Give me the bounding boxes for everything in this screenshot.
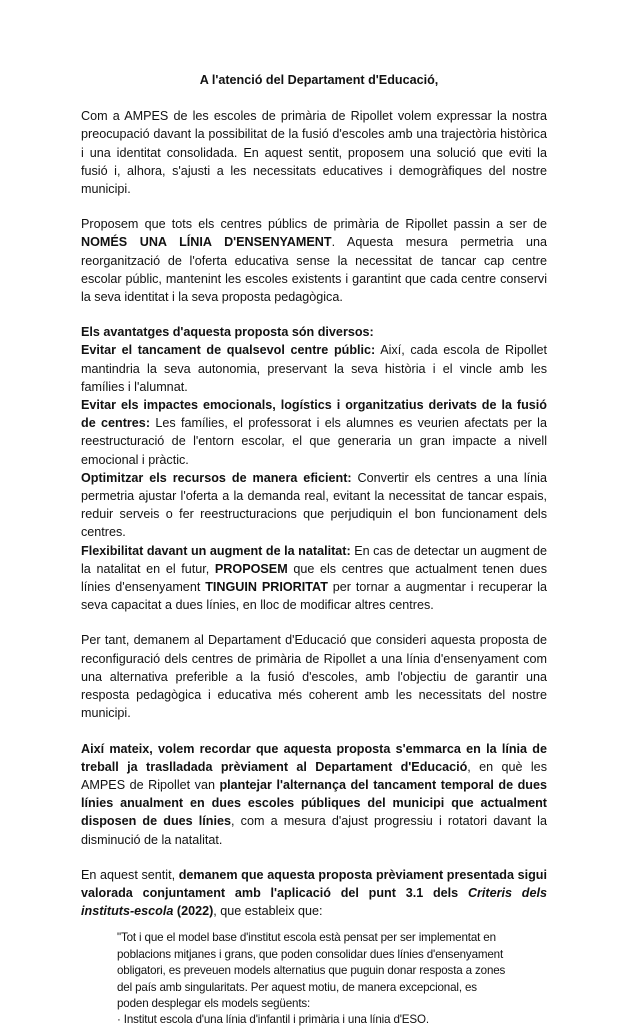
- advantage-lead: Flexibilitat davant un augment de la natalitat:: [81, 543, 351, 558]
- body-text: , que estableix que:: [213, 904, 323, 919]
- quote-text: "Tot i que el model base d'institut escola està pensat per ser implementat en poblacions mitjanes i grans, que poden consolidar dues línies d'ensenyament obligatori, es preveuen models alternatius que puguin donar resposta a zones del país amb singularitats. Per aquest motiu, de manera excepcional, es poden desplegar els models següents:: [117, 931, 506, 1010]
- intro-paragraph: Com a AMPES de les escoles de primària de Ripollet volem expressar la nostra preocupació davant la possibilitat de la fusió d'escoles amb una trajectòria històrica i una identitat consolidada. En aquest sentit, proposem una solució que eviti la fusió i, alhora, s'ajusti a les necessitats educatives i demogràfiques del nostre municipi.: [81, 109, 547, 197]
- advantage-item: [81, 341, 547, 396]
- advantage-text: Així, cada escola de Ripollet mantindria la seva autonomia, preservant la seva història i el vincle amb les famílies i l'alumnat.: [81, 343, 548, 394]
- advantage-text: per tornar a augmentar i recuperar la seva capacitat a dues línies, en lloc de modificar altres centres.: [81, 580, 547, 613]
- advantage-text: Convertir els centres a una línia permetria ajustar l'oferta a la demanda real, evitant la necessitat de tancar espais, reduir serveis o fer reestructuracions que perjudiquin el bon funcionament dels centres.: [81, 470, 547, 540]
- emphasis-text: (2022): [173, 904, 214, 919]
- advantage-lead: Evitar els impactes emocionals, logístics i organitzatius derivats de la fusió de centres:: [81, 398, 547, 431]
- advantage-text: En cas de detectar un augment de la natalitat en el futur,: [81, 543, 547, 576]
- advantage-item: [81, 469, 547, 542]
- emphasis-text: demanem que aquesta proposta prèviament presentada sigui valorada conjuntament amb l'aplicació del punt 3.1 dels: [81, 867, 547, 900]
- proposal-text-before: Proposem que tots els centres públics de primària de Ripollet passin a ser de: [81, 217, 547, 232]
- emphasis-text: plantejar l'alternança del tancament temporal de dues línies anualment en dues escoles públiques del municipi que actualment disposen de dues línies: [81, 777, 547, 829]
- letter-page: [81, 71, 547, 1029]
- body-text: , com a mesura d'ajust progressiu i rotatori davant la disminució de la natalitat.: [81, 814, 547, 847]
- letter-title: A l'atenció del Departament d'Educació,: [199, 73, 439, 87]
- quoted-criteria: [117, 930, 507, 1028]
- advantages-heading: Els avantatges d'aquesta proposta són diversos:: [81, 325, 374, 340]
- proposal-paragraph: [81, 215, 547, 306]
- advantage-item: [81, 542, 547, 615]
- advantage-item: [81, 396, 547, 469]
- advantages-section: [81, 323, 547, 614]
- advantage-emphasis: TINGUIN PRIORITAT: [205, 580, 328, 595]
- proposal-text-after: . Aquesta mesura permetria una reorganització de l'oferta educativa sense la necessitat de tancar cap centre escolar públic, mantenint les escoles existents i garantint que cada centre conservi la seva identitat i la seva proposta pedagògica.: [81, 235, 548, 305]
- emphasis-text: Així mateix, volem recordar que aquesta proposta s'emmarca en la línia de treball ja traslladada prèviament al Departament d'Educació: [81, 741, 547, 774]
- advantage-lead: Optimitzar els recursos de manera eficient:: [81, 470, 352, 485]
- request-paragraph: Per tant, demanem al Departament d'Educació que consideri aquesta proposta de reconfiguració dels centres de primària de Ripollet a una línia d'ensenyament com una alternativa preferible a la fusió d'escoles, amb l'objectiu de garantir una resposta pedagògica i educativa més coherent amb les necessitats del nostre municipi.: [81, 633, 547, 721]
- proposal-emphasis: NOMÉS UNA LÍNIA D'ENSENYAMENT: [81, 235, 332, 250]
- body-text: En aquest sentit,: [81, 867, 179, 882]
- advantage-emphasis: PROPOSEM: [214, 561, 288, 576]
- body-text: , en què les AMPES de Ripollet van: [81, 759, 547, 792]
- criteria-paragraph: [81, 866, 547, 921]
- previous-proposal-paragraph: [81, 740, 547, 849]
- advantage-text: que els centres que actualment tenen dues línies d'ensenyament: [81, 561, 547, 595]
- advantage-lead: Evitar el tancament de qualsevol centre públic:: [81, 343, 376, 358]
- quote-bullet: · Institut escola d'una línia d'infantil i primària i una línia d'ESO.: [117, 1013, 429, 1027]
- advantage-text: Les famílies, el professorat i els alumnes es veurien afectats per la reestructuració de l'entorn escolar, el que generaria un gran impacte a nivell emocional i pràctic.: [81, 416, 547, 467]
- document-reference-title: Criteris dels instituts-escola: [81, 885, 547, 919]
